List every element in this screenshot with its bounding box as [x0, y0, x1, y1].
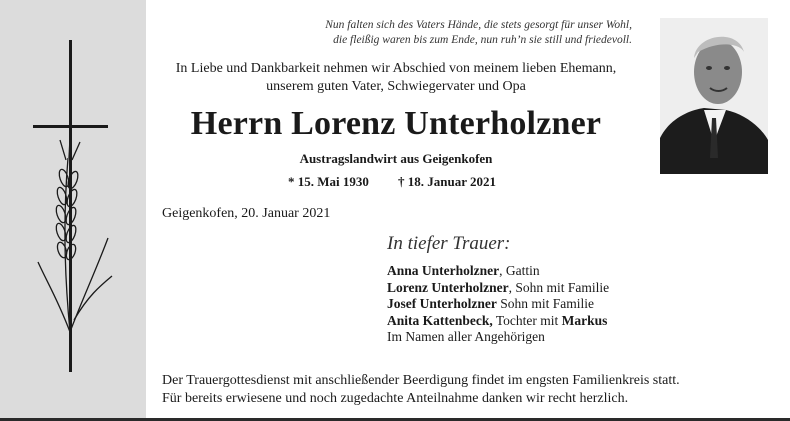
birth-date: * 15. Mai 1930: [288, 174, 369, 189]
mourner-name: Anna Unterholzner: [387, 263, 500, 278]
mourner-relation: Im Namen aller Angehörigen: [387, 329, 545, 345]
death-date: † 18. Januar 2021: [398, 174, 496, 189]
service-notice: [162, 372, 680, 407]
memorial-quote: [325, 18, 632, 47]
intro-line-2: unserem guten Vater, Schwiegervater und Opa: [266, 79, 526, 94]
mourner-name: Josef Unterholzner: [387, 296, 497, 312]
mourner-name: Anita Kattenbeck,: [387, 312, 493, 328]
portrait-photo: [660, 18, 768, 174]
mourning-heading: In tiefer Trauer:: [387, 233, 511, 254]
deceased-name: Herrn Lorenz Unterholzner: [190, 105, 602, 142]
mourner-relation: , Sohn mit Familie: [508, 279, 610, 295]
quote-line-1: Nun falten sich des Vaters Hände, die stets gesorgt für unser Wohl,: [325, 19, 632, 31]
intro-line-1: In Liebe und Dankbarkeit nehmen wir Abschied von meinem lieben Ehemann,: [175, 61, 617, 76]
list-item: [387, 296, 609, 313]
mourners-list: [387, 263, 609, 346]
list-item: [387, 313, 609, 330]
service-line-2: Für bereits erwiesene und noch zugedachte Anteilnahme danken wir recht herzlich.: [162, 390, 629, 406]
place-and-date: Geigenkofen, 20. Januar 2021: [162, 206, 331, 221]
wheat-ear-icon: [38, 138, 112, 332]
mourner-extra: Markus: [561, 312, 608, 328]
mourner-relation: Sohn mit Familie: [496, 296, 594, 312]
quote-line-2: die fleißig waren bis zum Ende, nun ruh’n sie still und friedevoll.: [333, 33, 632, 46]
deceased-occupation: Austragslandwirt aus Geigenkofen: [299, 151, 493, 166]
service-line-1: Der Trauergottesdienst mit anschließender Beerdigung findet im engsten Familienkreis statt.: [162, 373, 680, 388]
mourner-relation: , Gattin: [499, 263, 540, 278]
mourner-relation: Tochter mit: [492, 312, 562, 328]
list-item: [387, 329, 609, 346]
mourner-name: Lorenz Unterholzner: [387, 279, 509, 295]
list-item: [387, 280, 609, 297]
list-item: [387, 263, 609, 280]
intro-text: [148, 60, 644, 96]
cross-and-wheat-motif: [0, 0, 146, 421]
